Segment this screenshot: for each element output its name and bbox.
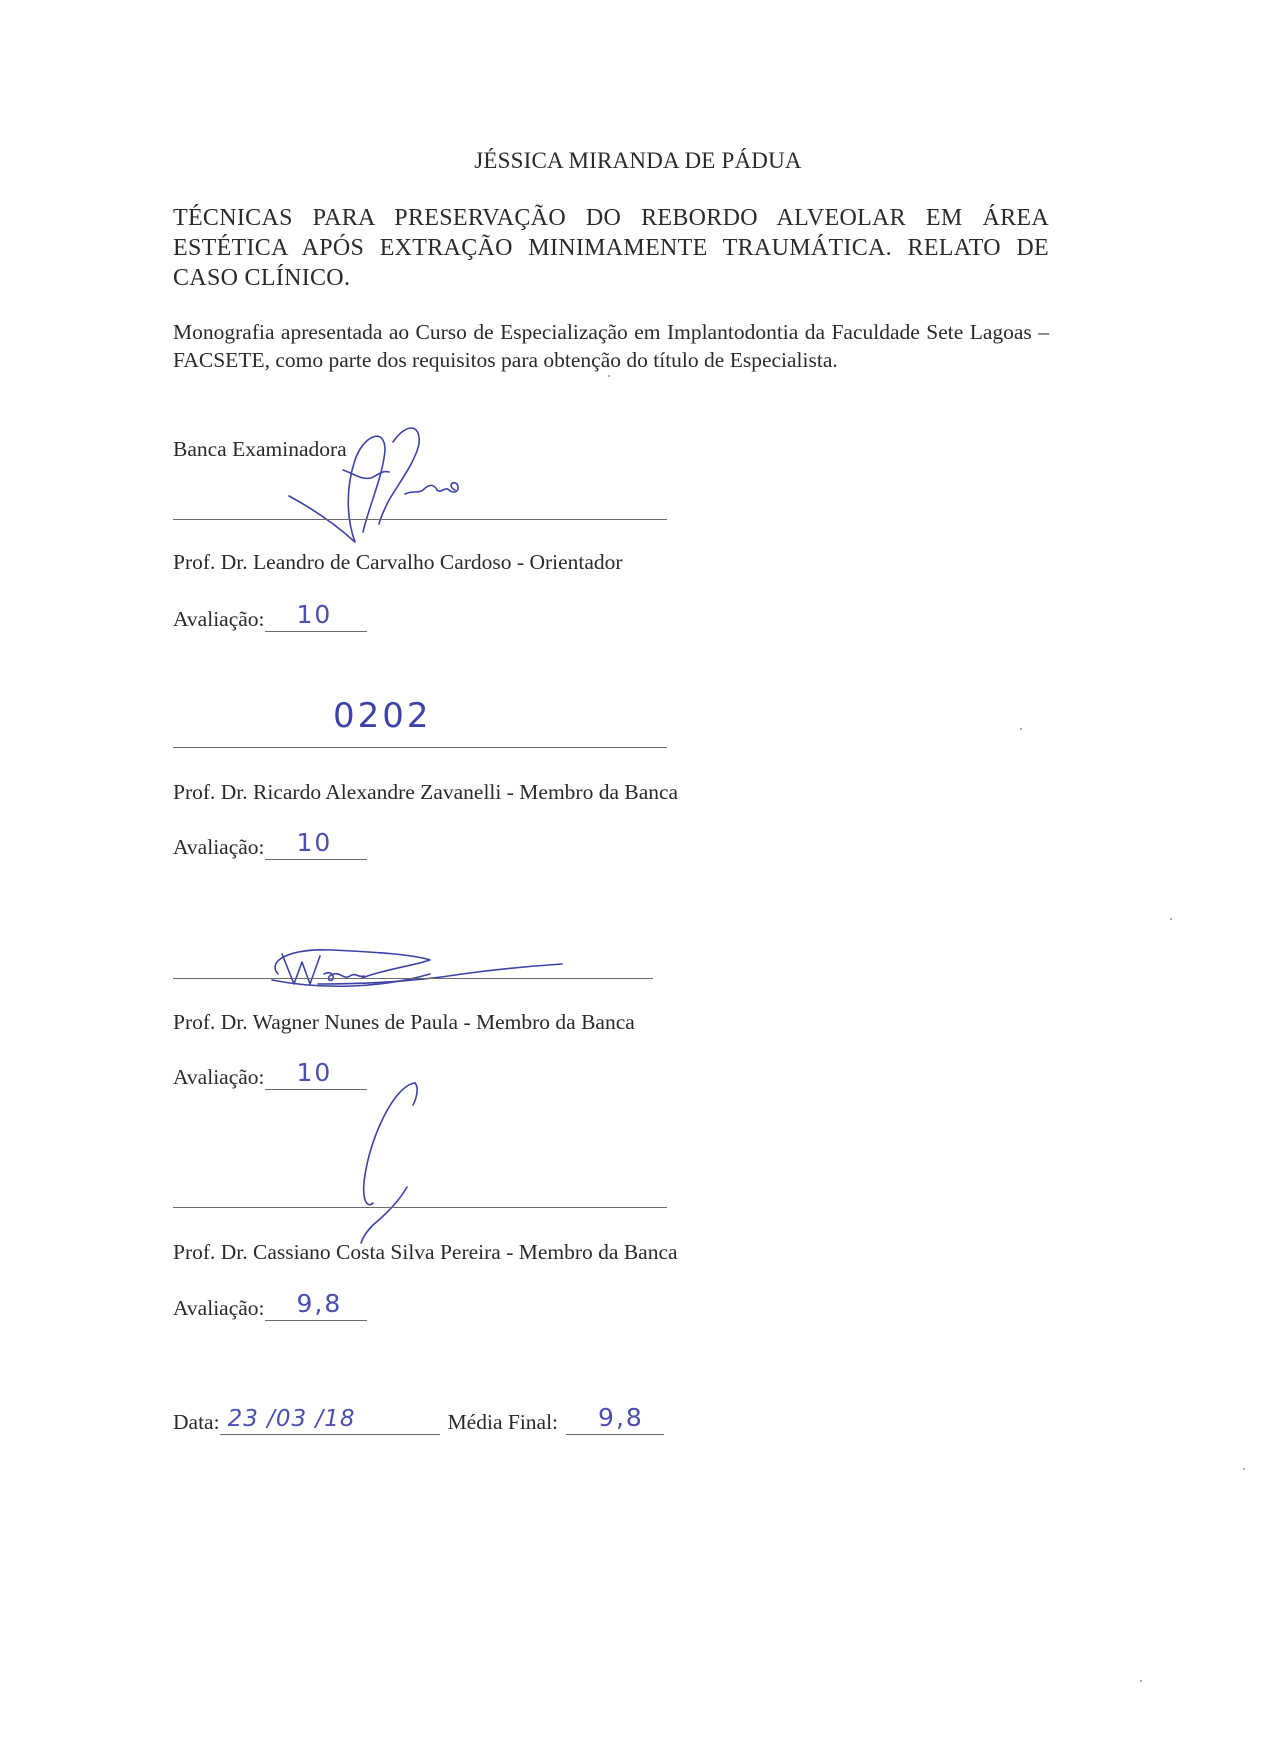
monograph-description: Monografia apresentada ao Curso de Especialização em Implantodontia da Faculdade Sete Lagoas – FACSETE, como parte dos requisitos para obtenção do título de Especialista. [173,320,1049,372]
grade-value: 9,8 [296,1289,343,1318]
grade-value: 10 [296,828,333,857]
grade-blank [265,828,367,860]
scan-speck [1140,1680,1142,1682]
grade-row [173,828,367,860]
monograph-title: TÉCNICAS PARA PRESERVAÇÃO DO REBORDO ALVEOLAR EM ÁREA ESTÉTICA APÓS EXTRAÇÃO MINIMAMENTE TRAUMÁTICA. RELATO DE CASO CLÍNICO. [173,205,1049,291]
final-blank [566,1403,664,1435]
member-name: Prof. Dr. Wagner Nunes de Paula - Membro da Banca [173,1010,635,1034]
signature-leandro [285,420,475,550]
member-name: Prof. Dr. Leandro de Carvalho Cardoso - Orientador [173,550,623,574]
signature-line [173,519,667,520]
signature-ricardo: 0202 [333,696,432,736]
final-value: 9,8 [598,1403,644,1432]
signature-cassiano [345,1075,435,1245]
signature-line [173,978,653,979]
member-name: Prof. Dr. Cassiano Costa Silva Pereira - Membro da Banca [173,1240,678,1264]
grade-row [173,1289,367,1321]
member-name: Prof. Dr. Ricardo Alexandre Zavanelli - Membro da Banca [173,780,679,804]
date-label: Data: [173,1410,220,1434]
grade-label: Avaliação: [173,607,265,631]
grade-label: Avaliação: [173,1296,265,1320]
signature-line [173,747,667,748]
grade-value: 10 [296,1058,333,1087]
date-blank [220,1408,440,1435]
grade-blank [265,1289,367,1321]
grade-blank [265,600,367,632]
scan-speck [1170,918,1172,920]
grade-label: Avaliação: [173,1065,265,1089]
scan-speck [608,375,610,377]
grade-value: 10 [296,600,333,629]
grade-row [173,600,367,632]
author-name: JÉSSICA MIRANDA DE PÁDUA [474,148,802,173]
grade-label: Avaliação: [173,835,265,859]
signature-wagner [262,940,572,1000]
date-and-final-row [173,1403,664,1435]
signature-line [173,1207,667,1208]
scan-speck [1020,728,1022,730]
final-label: Média Final: [447,1410,559,1434]
committee-label: Banca Examinadora [173,437,347,461]
grade-row [173,1058,367,1090]
scan-speck [1243,1468,1245,1470]
date-value: 23 /03 /18 [227,1406,356,1432]
